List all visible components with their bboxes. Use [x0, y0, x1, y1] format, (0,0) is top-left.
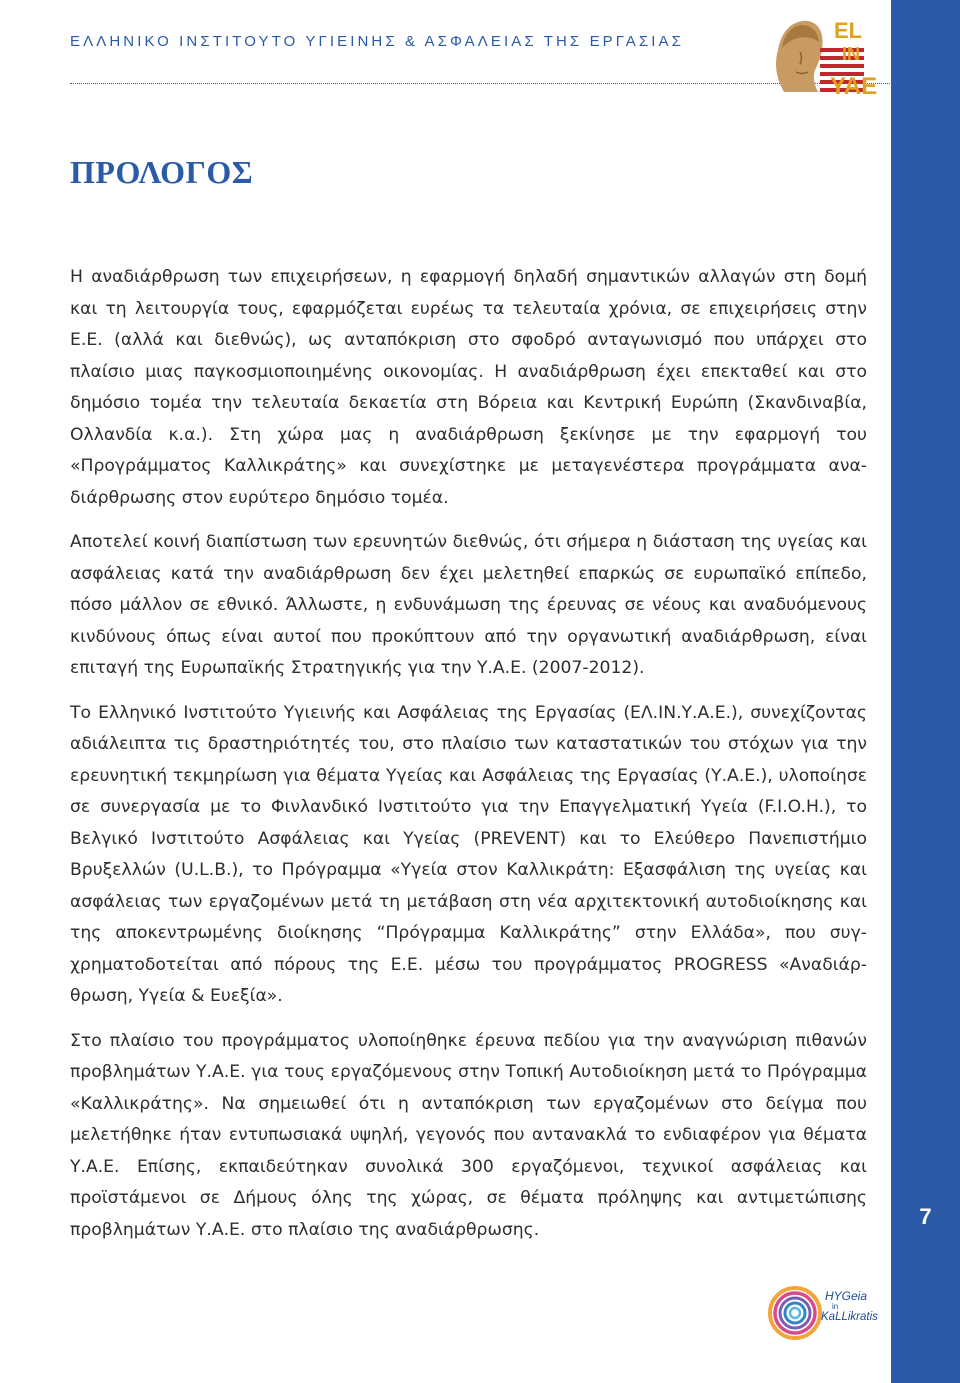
page-title: ΠΡΟΛΟΓΟΣ	[70, 154, 254, 190]
institute-name: ΕΛΛΗΝΙΚΟ ΙΝΣΤΙΤΟΥΤΟ ΥΓΙΕΙΝΗΣ & ΑΣΦΑΛΕΙΑΣ ΤΗΣ ΕΡΓΑΣΙΑΣ	[70, 33, 684, 50]
logo-text-3: YAE	[830, 73, 878, 100]
paragraph-3: Το Ελληνικό Ινστιτούτο Υγιεινής και Ασφάλειας της Εργασίας (ΕΛ.ΙΝ.Υ.Α.Ε.), συνεχίζοντας αδιάλειπτα τις δραστηριότητές του, στο πλαίσιο των καταστατικών του στόχων για την ερευνητική τεκμηρίωση για θέματα Υγείας και Ασφάλειας της Εργασίας (Υ.Α.Ε.), υλοποίησε σε συνεργασία με το Φινλανδικό Ινστιτούτο για την Επαγγελματική Υγεία (F.I.O.H.), το Βελγικό Ινστιτούτο Ασφάλειας και Υγείας (PREVENT) και το Ελεύθερο Πανεπιστήμιο Βρυξελλών (U.L.B.), το Πρόγραμμα «Υγεία στον Καλλικράτη: Εξασφάλιση της υγείας και ασφάλειας των εργαζομένων μετά τη μετάβαση στη νέα αρχιτεκτονική αυτοδιοίκησης και της αποκεντρωμένης διοίκησης “Πρόγραμμα Καλλικράτης” στην Ελλάδα», που συγχρηματοδοτείται από πόρους της Ε.Ε. μέσω του προγράμματος PROGRESS «Αναδιάρθρωση, Υγεία & Ευεξία».	[70, 702, 867, 1006]
logo-line-3: KaLLikratis	[821, 1311, 878, 1323]
paragraph-2: Αποτελεί κοινή διαπίστωση των ερευνητών διεθνώς, ότι σήμερα η διάσταση της υγείας και ασφάλειας κατά την αναδιάρθρωση δεν έχει μελετηθεί επαρκώς σε ευρωπαϊκό επίπεδο, πόσο μάλλον σε εθνικό. Άλλωστε, η ενδυνάμωση της έρευνας σε νέους και αναδυόμενους κινδύνους όπως είναι αυτοί που προκύπτουν από την οργανωτική αναδιάρθρωση, είναι επιταγή της Ευρωπαϊκής Στρατηγικής για την Υ.Α.Ε. (2007-2012).	[70, 532, 867, 678]
page-number: 7	[919, 1204, 932, 1229]
logo-line-1: HYGeia	[825, 1289, 868, 1303]
paragraph-4: Στο πλαίσιο του προγράμματος υλοποίηθηκε έρευνα πεδίου για την αναγνώριση πιθανών προβλημάτων Υ.Α.Ε. για τους εργαζόμενους στην Τοπική Αυτοδιοίκηση μετά το Πρόγραμμα «Καλλικράτης». Να σημειωθεί ότι η ανταπόκριση των εργαζομένων στο δείγμα που μελετήθηκε ήταν εντυπωσιακά υψηλή, γεγονός που αντανακλά το ενδιαφέρον για θέματα Υ.Α.Ε. Επίσης, εκπαιδεύτηκαν συνολικά 300 εργαζόμενοι, τεχνικοί ασφάλειας και προϊστάμενοι σε Δήμους όλης της χώρας, σε θέματα πρόληψης και αντιμετώπισης προβλημάτων Υ.Α.Ε. στο πλαίσιο της αναδιάρθρωσης.	[70, 1030, 867, 1240]
hygeia-logo	[766, 1275, 878, 1355]
logo-text-1: EL	[834, 18, 863, 43]
side-bar	[891, 0, 960, 1383]
paragraph-1: Η αναδιάρθρωση των επιχειρήσεων, η εφαρμογή δηλαδή σημαντικών αλλαγών στη δομή και τη λειτουργία τους, εφαρμόζεται ευρέως τα τελευταία χρόνια, σε επιχειρήσεις στην Ε.Ε. (αλλά και διεθνώς), ως ανταπόκριση στο σφοδρό ανταγωνισμό που υπάρχει στο πλαίσιο μιας παγκοσμιοποιημένης οικονομίας. Η αναδιάρθρωση έχει επεκταθεί και στο δημόσιο τομέα την τελευταία δεκαετία στη Βόρεια και Κεντρική Ευρώπη (Σκανδιναβία, Ολλανδία κ.α.). Στη χώρα μας η αναδιάρθρωση ξεκίνησε με την εφαρμογή του «Προγράμματος Καλλικράτης» και συνεχίστηκε με μεταγενέστερα προγράμματα αναδιάρθρωσης στον ευρύτερο δημόσιο τομέα.	[70, 267, 867, 508]
logo-line-2: in	[832, 1302, 839, 1311]
body-text	[70, 262, 867, 1259]
elinyae-logo	[762, 8, 878, 100]
swirl-icon	[766, 1281, 824, 1345]
logo-text-2: IN	[842, 44, 860, 64]
